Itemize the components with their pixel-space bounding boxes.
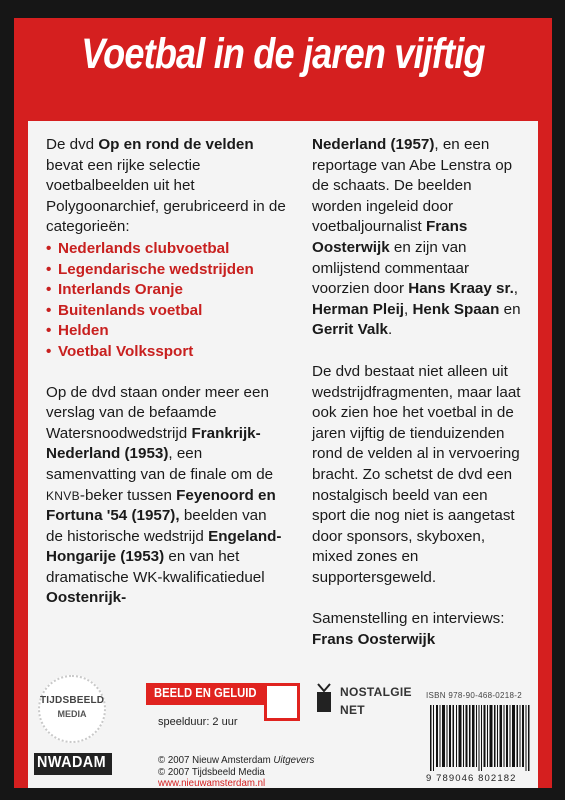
footer-panel bbox=[28, 669, 538, 788]
category-item: • Nederlands clubvoetbal bbox=[46, 239, 230, 257]
credits-name: Frans Oosterwijk bbox=[312, 631, 436, 649]
copyright-line-2: © 2007 Tijdsbeeld Media bbox=[158, 766, 265, 778]
barcode bbox=[430, 705, 530, 771]
right-column bbox=[312, 135, 524, 651]
tv-antenna-icon bbox=[316, 683, 332, 713]
beeld-en-geluid-logo: BEELD EN GELUID bbox=[146, 683, 270, 705]
nostalgie-net-logo: NOSTALGIE NET bbox=[340, 685, 412, 717]
continued-paragraph: Nederland (1957), en een reportage van Abe Lenstra op de schaats. De beelden worden ingeleid door voetbaljournalist Frans Oosterwijk en zijn van omlijstend commentaar voorzien door Hans Kraay sr., Herman Pleij, Henk Spaan en Gerrit Valk. bbox=[312, 136, 521, 339]
left-column bbox=[46, 135, 286, 630]
text-panel bbox=[28, 121, 538, 669]
category-item: • Buitenlands voetbal bbox=[46, 301, 203, 319]
tijdsbeeld-media-logo: TIJDSBEELD MEDIA bbox=[38, 675, 106, 743]
beeld-en-geluid-frame-icon bbox=[264, 683, 300, 721]
category-item: • Interlands Oranje bbox=[46, 281, 183, 299]
content-paragraph: Op de dvd staan onder meer een verslag van de befaamde Watersnoodwedstrijd Frankrijk-Nederland (1953), een samenvatting van de finale om de KNVB-beker tussen Feyenoord en Fortuna '54 (1957), beelden van de historische wedstrijd Engeland-Hongarije (1953) en van het dramatische WK-kwalificatieduel Oostenrijk- bbox=[46, 383, 282, 607]
credits-label: Samenstelling en interviews: bbox=[312, 610, 505, 628]
cover-title: Voetbal in de jaren vijftig bbox=[81, 30, 485, 78]
website-link[interactable]: www.nieuwamsterdam.nl bbox=[158, 778, 266, 790]
category-item: • Helden bbox=[46, 322, 109, 340]
isbn-label: ISBN 978-90-468-0218-2 bbox=[426, 691, 522, 700]
category-item: • Legendarische wedstrijden bbox=[46, 260, 254, 278]
duration-text: speelduur: 2 uur bbox=[158, 716, 238, 728]
description-paragraph: De dvd bestaat niet alleen uit wedstrijdfragmenten, maar laat ook zien hoe het voetbal in de jaren vijftig de tienduizenden rond de velden al in vervoering bracht. Zo schetst de dvd een nostalgisch beeld van een sport die nog niet is aangetast door sponsors, skyboxen, mixed zones en supportersgeweld. bbox=[312, 362, 521, 586]
intro-paragraph: De dvd Op en rond de velden bevat een rijke selectie voetbalbeelden uit het Polygoonarchief, gerubriceerd in de categorieën: bbox=[46, 136, 286, 236]
barcode-digits: 9 789046 802182 bbox=[426, 773, 517, 784]
category-item: • Voetbal Volkssport bbox=[46, 342, 194, 360]
credits bbox=[312, 609, 524, 650]
copyright-line-1: © 2007 Nieuw Amsterdam Uitgevers bbox=[158, 755, 315, 766]
copyright-block bbox=[158, 755, 314, 790]
back-cover bbox=[14, 18, 552, 788]
category-list bbox=[46, 239, 286, 363]
publisher-logo: NWADAM bbox=[34, 753, 112, 775]
